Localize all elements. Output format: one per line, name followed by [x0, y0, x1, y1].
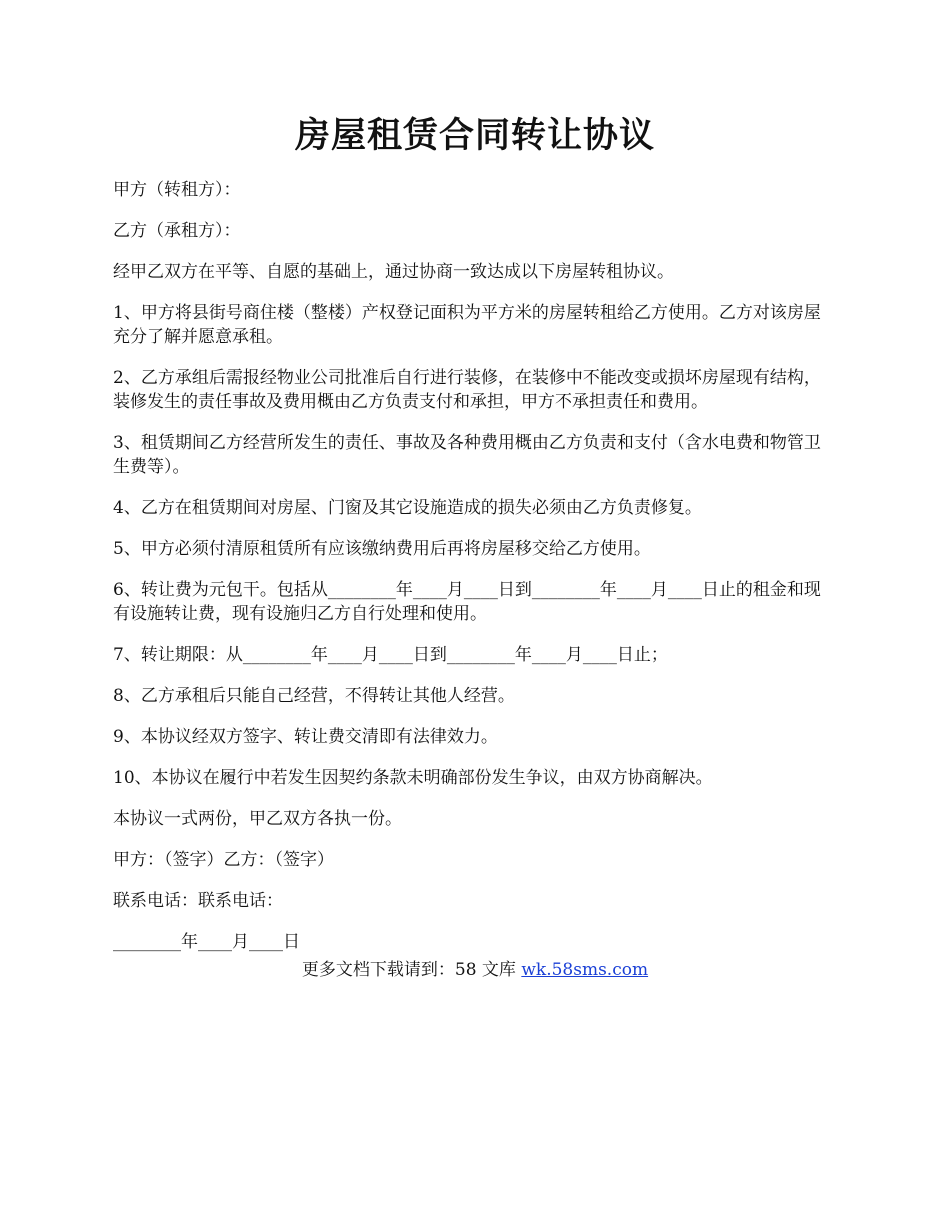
clause-10: 10、本协议在履行中若发生因契约条款未明确部份发生争议，由双方协商解决。 [113, 768, 713, 788]
footer-prefix: 更多文档下载请到：58 文库 [301, 960, 522, 980]
party-a-line: 甲方（转租方）： [113, 180, 241, 200]
footer-link[interactable]: wk.58sms.com [521, 960, 649, 980]
clause-9: 9、本协议经双方签字、转让费交清即有法律效力。 [113, 727, 498, 747]
clause-4: 4、乙方在租赁期间对房屋、门窗及其它设施造成的损失必须由乙方负责修复。 [113, 498, 702, 518]
signature-line: 甲方：（签字）乙方：（签字） [113, 850, 334, 870]
download-footer [0, 958, 950, 982]
document-title: 房屋租赁合同转让协议 [294, 115, 655, 156]
contact-phone-line: 联系电话：联系电话： [113, 891, 283, 911]
intro-paragraph: 经甲乙双方在平等、自愿的基础上，通过协商一致达成以下房屋转租协议。 [113, 262, 674, 282]
clause-7: 7、转让期限：从________年____月____日到________年____月____日止； [113, 645, 668, 665]
date-line: ________年____月____日 [113, 932, 300, 952]
clause-1: 1、甲方将县街号商住楼（整楼）产权登记面积为平方米的房屋转租给乙方使用。乙方对该房屋充分了解并愿意承租。 [113, 303, 821, 347]
clause-5: 5、甲方必须付清原租赁所有应该缴纳费用后再将房屋移交给乙方使用。 [113, 539, 651, 559]
party-b-line: 乙方（承租方）： [113, 221, 241, 241]
clause-2: 2、乙方承组后需报经物业公司批准后自行进行装修，在装修中不能改变或损坏房屋现有结构，装修发生的责任事故及费用概由乙方负责支付和承担，甲方不承担责任和费用。 [113, 368, 821, 412]
clause-8: 8、乙方承租后只能自己经营，不得转让其他人经营。 [113, 686, 515, 706]
copies-line: 本协议一式两份，甲乙双方各执一份。 [113, 809, 402, 829]
clause-6: 6、转让费为元包干。包括从________年____月____日到________年____月____日止的租金和现有设施转让费，现有设施归乙方自行处理和使用。 [113, 580, 821, 624]
document-body [113, 178, 835, 971]
clause-3: 3、租赁期间乙方经营所发生的责任、事故及各种费用概由乙方负责和支付（含水电费和物管卫生费等）。 [113, 433, 821, 477]
